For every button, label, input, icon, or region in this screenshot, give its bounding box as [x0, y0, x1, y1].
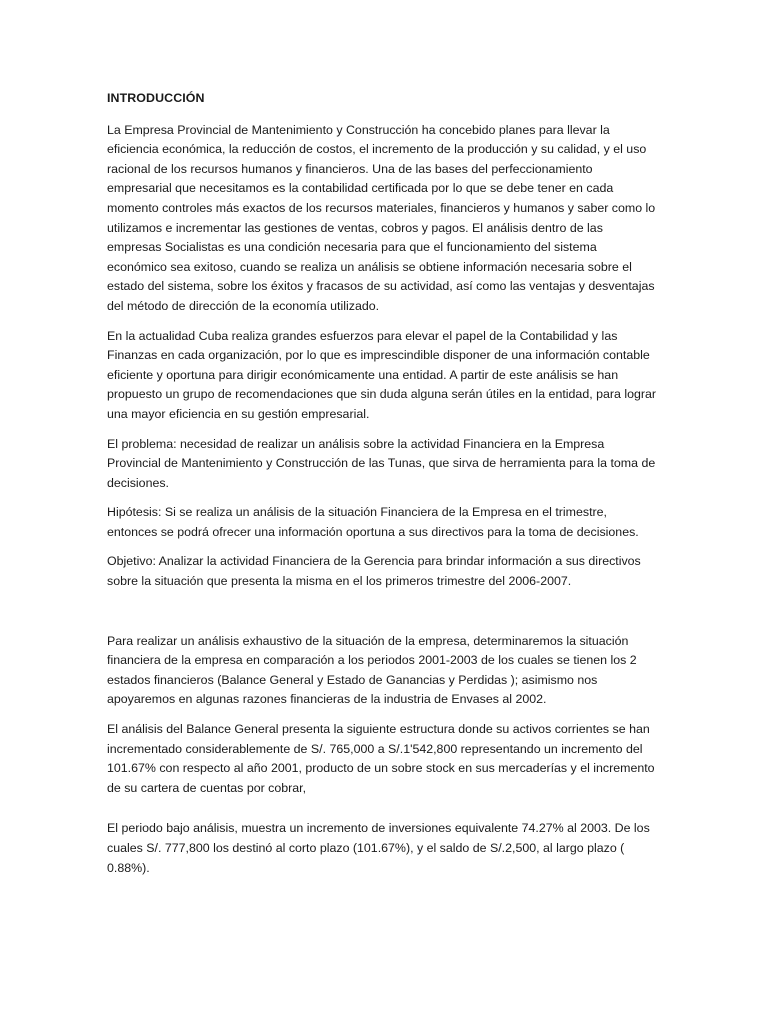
paragraph-problem: El problema: necesidad de realizar un análisis sobre la actividad Financiera en la Empresa Provincial de Mantenimiento y Construcción de las Tunas, que sirva de herramienta para la toma de decisiones. — [107, 436, 656, 490]
paragraph-cuba-context: En la actualidad Cuba realiza grandes esfuerzos para elevar el papel de la Contabilidad y las Finanzas en cada organización, por lo que es imprescindible disponer de una información contable eficiente y oportuna para dirigir económicamente una entidad. A partir de este análisis se han propuesto un grupo de recomendaciones que sin duda alguna serán útiles en la entidad, para lograr una mayor eficiencia en su gestión empresarial. — [107, 328, 657, 421]
paragraph-investment-period: El periodo bajo análisis, muestra un incremento de inversiones equivalente 74.27% al 2003. De los cuales S/. 777,800 los destinó al corto plazo (101.67%), y el saldo de S/.2,500, al largo plazo ( 0.88%). — [107, 821, 650, 875]
paragraph-objective: Objetivo: Analizar la actividad Financiera de la Gerencia para brindar información a sus directivos sobre la situación que presenta la misma en el los primeros trimestre del 2006-2007. — [107, 554, 641, 589]
paragraph-introduction: La Empresa Provincial de Mantenimiento y Construcción ha concebido planes para llevar la eficiencia económica, la reducción de costos, el incremento de la producción y su calidad, y el uso racional de los recursos humanos y financieros. Una de las bases del perfeccionamiento empresarial que necesitamos es la contabilidad certificada por lo que se debe tener en cada momento controles más exactos de los recursos materiales, financieros y humanos y saber como lo utilizamos e incrementar las gestiones de ventas, cobros y pagos. El análisis dentro de las empresas Socialistas es una condición necesaria para que el funcionamiento del sistema económico sea exitoso, cuando se realiza un análisis se obtiene información necesaria sobre el estado del sistema, sobre los éxitos y fracasos de su actividad, así como las ventajas y desventajas del método de dirección de la economía utilizado. — [107, 122, 656, 313]
paragraph-hypothesis: Hipótesis: Si se realiza un análisis de la situación Financiera de la Empresa en el trimestre, entonces se podrá ofrecer una información oportuna a sus directivos para la toma de decisiones. — [107, 505, 639, 539]
document-page — [107, 89, 660, 888]
paragraph-analysis-approach: Para realizar un análisis exhaustivo de la situación de la empresa, determinaremos la situación financiera de la empresa en comparación a los periodos 2001-2003 de los cuales se tienen los 2 estados financieros (Balance General y Estado de Ganancias y Perdidas ); asimismo nos apoyaremos en algunas razones financieras de la industria de Envases al 2002. — [107, 633, 637, 707]
paragraph-balance-general: El análisis del Balance General presenta la siguiente estructura donde su activos corrientes se han incrementado considerablemente de S/. 765,000 a S/.1'542,800 representando un incremento del 101.67% con respecto al año 2001, producto de un sobre stock en sus mercaderías y el incremento de su cartera de cuentas por cobrar, — [107, 722, 655, 795]
document-heading: INTRODUCCIÓN — [107, 91, 205, 105]
